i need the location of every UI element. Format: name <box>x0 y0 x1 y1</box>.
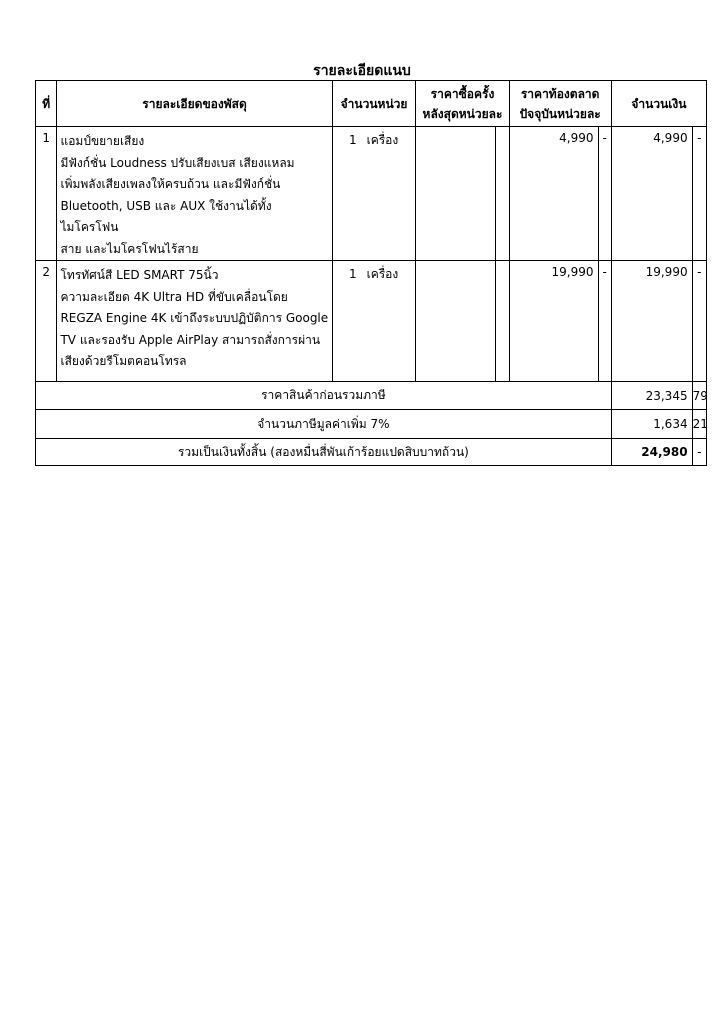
item-quantity: 1 <box>348 133 357 147</box>
item-description-line: TV และรองรับ Apple AirPlay สามารถสั่งการผ่าน <box>60 332 321 347</box>
attachment-table <box>35 80 707 466</box>
item-last-purchase-price <box>416 127 496 261</box>
header-last-purchase-price <box>416 81 509 127</box>
item-amount: 4,990 <box>611 127 692 261</box>
header-market-price-line1: ราคาท้องตลาด <box>520 86 600 101</box>
header-amount: จำนวนเงิน <box>611 81 706 127</box>
item-no: 1 <box>36 127 57 261</box>
item-market-price-fraction: - <box>598 261 611 382</box>
item-description-line: เพิ่มพลังเสียงเพลงให้ครบถ้วน และมีฟังก์ชั่น <box>60 177 281 191</box>
item-no: 2 <box>36 261 57 382</box>
item-description-line: REGZA Engine 4K เข้าถึงระบบปฏิบัติการ Google <box>60 311 329 325</box>
summary-row-subtotal <box>36 382 707 410</box>
table-row <box>36 127 707 261</box>
header-quantity-unit: จำนวนหน่วย <box>332 81 416 127</box>
item-description-line: เสียงด้วยรีโมตคอนโทรล <box>60 354 187 368</box>
header-row <box>36 81 707 127</box>
summary-amount: 23,345 <box>611 382 692 410</box>
item-market-price: 19,990 <box>509 261 598 382</box>
item-description-line: โทรทัศน์สี LED SMART 75นิ้ว <box>60 268 219 282</box>
item-description-line: Bluetooth, USB และ AUX ใช้งานได้ทั้งไมโครโฟน <box>60 198 272 234</box>
header-description: รายละเอียดของพัสดุ <box>57 81 332 127</box>
summary-fraction: 21 <box>692 410 706 439</box>
header-last-purchase-line2: หลังสุดหน่วยละ <box>422 106 503 121</box>
item-quantity-unit <box>332 261 416 382</box>
summary-fraction: 79 <box>692 382 706 410</box>
item-quantity-unit <box>332 127 416 261</box>
header-market-price <box>509 81 611 127</box>
summary-row-total <box>36 439 707 466</box>
summary-fraction: - <box>692 439 706 466</box>
item-description <box>57 261 332 382</box>
item-last-purchase-fraction <box>496 261 509 382</box>
header-no: ที่ <box>36 81 57 127</box>
item-market-price: 4,990 <box>509 127 598 261</box>
item-description-line: มีฟังก์ชั่น Loudness ปรับเสียงเบส เสียงแหลม <box>60 155 295 170</box>
item-market-price-fraction: - <box>598 127 611 261</box>
item-description <box>57 127 332 261</box>
item-unit: เครื่อง <box>366 133 399 147</box>
document-title: รายละเอียดแนบ <box>313 63 411 79</box>
item-quantity: 1 <box>348 267 357 281</box>
item-amount-fraction: - <box>692 261 706 382</box>
item-amount: 19,990 <box>611 261 692 382</box>
header-last-purchase-line1: ราคาซื้อครั้ง <box>430 86 495 101</box>
item-last-purchase-fraction <box>496 127 509 261</box>
item-unit: เครื่อง <box>366 267 399 281</box>
summary-row-vat <box>36 410 707 439</box>
item-description-line: แอมป์ขยายเสียง <box>60 134 145 148</box>
summary-label: รวมเป็นเงินทั้งสิ้น (สองหมื่นสี่พันเก้าร้อยแปดสิบบาทถ้วน) <box>36 439 612 466</box>
table-row <box>36 261 707 382</box>
item-amount-fraction: - <box>692 127 706 261</box>
summary-label: จำนวนภาษีมูลค่าเพิ่ม 7% <box>36 410 612 439</box>
summary-amount: 24,980 <box>611 439 692 466</box>
summary-amount: 1,634 <box>611 410 692 439</box>
header-market-price-line2: ปัจจุบันหน่วยละ <box>519 106 601 121</box>
item-last-purchase-price <box>416 261 496 382</box>
item-description-line: ความละเอียด 4K Ultra HD ที่ขับเคลื่อนโดย <box>60 289 288 304</box>
summary-label: ราคาสินค้าก่อนรวมภาษี <box>36 382 612 410</box>
item-description-line: สาย และไมโครโฟนไร้สาย <box>60 241 199 256</box>
